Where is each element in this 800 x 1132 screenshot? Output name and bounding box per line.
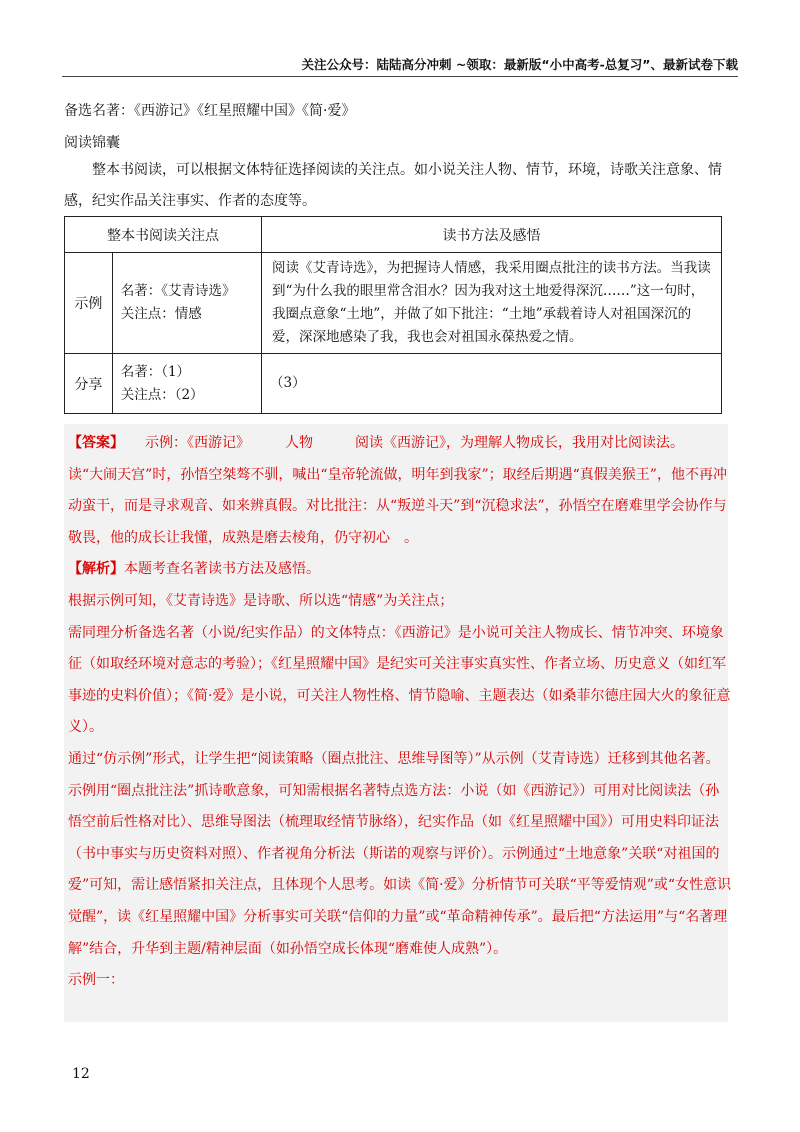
analysis-paragraph-5: 示例一：	[68, 972, 124, 989]
share-book: 名著：（1）	[120, 363, 191, 380]
analysis-paragraph-1: 根据示例可知，《艾青诗选》是诗歌、所以选“情感”为关注点；	[68, 592, 454, 609]
answer-body: 读“大闹天宫”时，孙悟空桀骜不驯，喊出“皇帝轮流做，明年到我家”；取经后期遇“真假美猴王”，他不再冲动蛮干，而是寻求观音、如来辨真假。对比批注：从“叛逆斗天”到“沉稳求法”，孙悟空在磨难里学会协作与敬畏，他的成长让我懂，成熟是磨去棱角，仍守初心 。	[68, 466, 727, 546]
header-divider	[62, 76, 738, 77]
candidate-books: 备选名著：《西游记》《红星照耀中国》《简·爱》	[64, 103, 356, 119]
answer-tag: 【答案】	[68, 435, 117, 451]
page-number: 12	[72, 1066, 90, 1082]
share-focus: 关注点：（2）	[120, 386, 204, 403]
analysis-paragraph-3: 通过“仿示例”形式，让学生把“阅读策略（圈点批注、思维导图等）”从示例（艾青诗选）迁移到其他名著。	[68, 750, 720, 767]
intro-paragraph: 整本书阅读，可以根据文体特征选择阅读的关注点。如小说关注人物、情节，环境，诗歌关注意象、情感，纪实作品关注事实、作者的态度等。	[64, 162, 722, 209]
reading-table	[64, 216, 722, 414]
page-header: 关注公众号：陆陆高分冲刺 ~领取：最新版“小中高考-总复习”、最新试卷下载	[301, 57, 738, 72]
share-label: 分享	[65, 354, 113, 414]
example-method: 阅读《艾青诗选》，为把握诗人情感，我采用圈点批注的读书方法。当我读到“为什么我的眼里常含泪水？因为我对这土地爱得深沉……”这一句时，我圈点意象“土地”，并做了如下批注：“土地”承载着诗人对祖国深沉的爱，深深地感染了我，我也会对祖国永葆热爱之情。	[262, 253, 722, 354]
share-focus-cell	[112, 354, 261, 414]
example-focus: 关注点：情感	[120, 306, 202, 322]
answer-first-line: 示例：《西游记》 人物 阅读《西游记》，为理解人物成长，我用对比阅读法。	[117, 435, 684, 451]
section-title: 阅读锦囊	[64, 135, 120, 151]
analysis-paragraph-2: 需同理分析备选名著（小说/纪实作品）的文体特点：《西游记》是小说可关注人物成长、情节冲突、环境象征（如取经环境对意志的考验）；《红星照耀中国》是纪实可关注事实真实性、作者立场、历史意义（如红军事迹的史料价值）；《简·爱》是小说，可关注人物性格、情节隐喻、主题表达（如桑菲尔德庄园大火的象征意义）。	[68, 624, 731, 736]
answer-line	[68, 428, 732, 460]
example-focus-cell	[112, 253, 261, 354]
table-header-focus: 整本书阅读关注点	[65, 217, 262, 253]
analysis-paragraph-4: 示例用“圈点批注法”抓诗歌意象，可知需根据名著特点选方法：小说（如《西游记》）可用对比阅读法（孙悟空前后性格对比）、思维导图法（梳理取经情节脉络），纪实作品（如《红星照耀中国》）可用史料印证法（书中事实与历史资料对照）、作者视角分析法（斯诺的观察与评价）。示例通过“土地意象”关联“对祖国的爱”可知，需让感悟紧扣关注点，且体现个人思考。如读《简·爱》分析情节可关联“平等爱情观”或“女性意识觉醒”，读《红星照耀中国》分析事实可关联“信仰的力量”或“革命精神传承”。最后把“方法运用”与“名著理解”结合，升华到主题/精神层面（如孙悟空成长体现“磨难使人成熟”）。	[68, 782, 732, 957]
analysis-tag: 【解析】	[68, 561, 124, 578]
table-header-method: 读书方法及感悟	[262, 217, 722, 253]
example-book: 名著：《艾青诗选》	[120, 283, 236, 299]
analysis-intro: 本题考查名著读书方法及感悟。	[124, 561, 320, 578]
answer-section	[68, 428, 732, 997]
analysis-line	[68, 554, 732, 586]
example-label: 示例	[65, 253, 113, 354]
share-method: （3）	[262, 354, 722, 414]
